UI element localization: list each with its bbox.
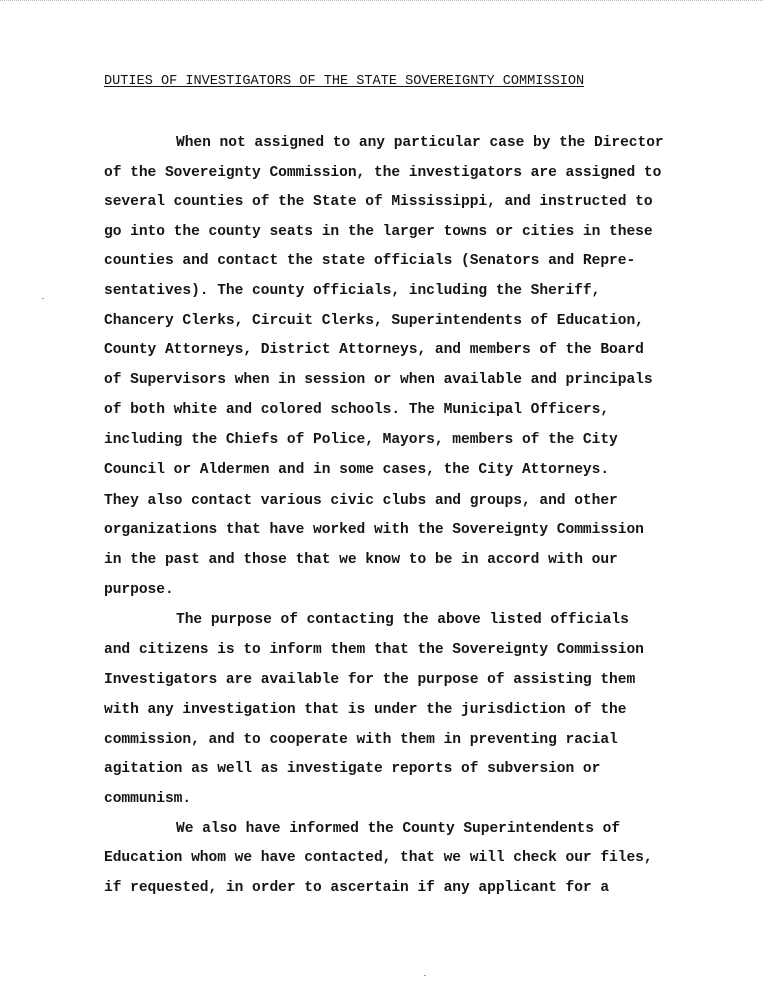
document-title: DUTIES OF INVESTIGATORS OF THE STATE SOVEREIGNTY COMMISSION — [104, 74, 585, 89]
paragraph-1-line-16: purpose. — [104, 582, 174, 598]
paragraph-2-line-6: agitation as well as investigate reports of subversion or — [104, 761, 601, 777]
paragraph-1-line-4: go into the county seats in the larger towns or cities in these — [104, 224, 653, 240]
paragraph-1-line-9: of Supervisors when in session or when available and principals — [104, 372, 653, 388]
paragraph-1-line-5: counties and contact the state officials (Senators and Repre- — [104, 253, 636, 269]
paragraph-1-line-14: organizations that have worked with the Sovereignty Commission — [104, 522, 644, 538]
paragraph-1-line-12: Council or Aldermen and in some cases, the City Attorneys. — [104, 462, 610, 478]
paragraph-3-line-1: We also have informed the County Superintendents of — [176, 821, 621, 837]
paragraph-1-line-13: They also contact various civic clubs and groups, and other — [104, 493, 618, 509]
paragraph-2-line-2: and citizens is to inform them that the Sovereignty Commission — [104, 642, 644, 658]
paragraph-1-line-1: When not assigned to any particular case by the Director — [176, 135, 664, 151]
paragraph-3-line-2: Education whom we have contacted, that we will check our files, — [104, 850, 653, 866]
paragraph-1-line-11: including the Chiefs of Police, Mayors, members of the City — [104, 432, 618, 448]
paragraph-2-line-4: with any investigation that is under the jurisdiction of the — [104, 702, 627, 718]
paragraph-3-line-3: if requested, in order to ascertain if any applicant for a — [104, 880, 610, 896]
paragraph-1-line-2: of the Sovereignty Commission, the investigators are assigned to — [104, 165, 662, 181]
page-top-edge — [0, 0, 763, 1]
paragraph-1-line-6: sentatives). The county officials, including the Sheriff, — [104, 283, 601, 299]
paragraph-1-line-10: of both white and colored schools. The Municipal Officers, — [104, 402, 610, 418]
paragraph-1-line-7: Chancery Clerks, Circuit Clerks, Superintendents of Education, — [104, 313, 644, 329]
paragraph-1-line-3: several counties of the State of Mississippi, and instructed to — [104, 194, 653, 210]
scan-speck — [424, 975, 426, 976]
paragraph-2-line-3: Investigators are available for the purpose of assisting them — [104, 672, 636, 688]
scan-speck — [42, 298, 44, 299]
paragraph-2-line-7: communism. — [104, 791, 192, 807]
paragraph-2-line-5: commission, and to cooperate with them in preventing racial — [104, 732, 618, 748]
paragraph-1-line-15: in the past and those that we know to be in accord with our — [104, 552, 618, 568]
paragraph-1-line-8: County Attorneys, District Attorneys, and members of the Board — [104, 342, 644, 358]
paragraph-2-line-1: The purpose of contacting the above listed officials — [176, 612, 629, 628]
